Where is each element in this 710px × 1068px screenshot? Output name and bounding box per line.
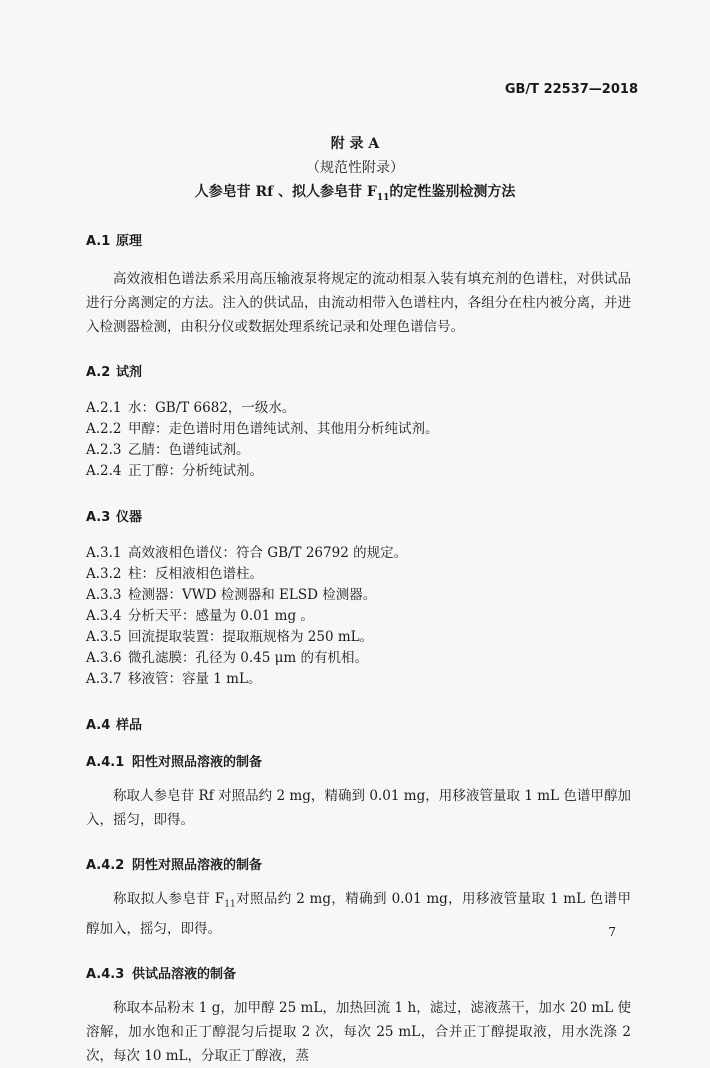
appendix-type: （规范性附录） bbox=[306, 160, 404, 176]
subsection-heading-a42 bbox=[86, 854, 631, 873]
item-number: A.3.6 bbox=[86, 650, 122, 666]
page-number: 7 bbox=[608, 925, 616, 939]
standard-number: GB/T 22537—2018 bbox=[504, 82, 638, 97]
subsection-number: A.4.1 bbox=[86, 755, 125, 770]
paragraph-subscript: 11 bbox=[224, 899, 236, 910]
item-text: 正丁醇：分析纯试剂。 bbox=[128, 463, 263, 479]
section-heading-a2 bbox=[86, 361, 631, 380]
paragraph bbox=[86, 887, 631, 941]
appendix-title bbox=[0, 180, 710, 210]
section-heading-a4 bbox=[86, 714, 631, 733]
paragraph: 称取本品粉末 1 g，加甲醇 25 mL，加热回流 1 h，滤过，滤液蒸干，加水 20 mL 使溶解，加水饱和正丁醇混匀后提取 2 次，每次 25 mL，合并正丁醇提取液，用水洗涤 2 次，每次 10 mL，分取正丁醇液，蒸 bbox=[86, 999, 631, 1064]
paragraph: 称取人参皂苷 Rf 对照品约 2 mg，精确到 0.01 mg，用移液管量取 1 mL 色谱甲醇加入，摇匀，即得。 bbox=[86, 788, 631, 828]
section-heading-a3 bbox=[86, 506, 631, 525]
item-number: A.2.1 bbox=[86, 400, 122, 416]
section-number: A.4 bbox=[86, 718, 111, 733]
list-item bbox=[86, 669, 631, 690]
item-text: 高效液相色谱仪：符合 GB/T 26792 的规定。 bbox=[128, 545, 408, 561]
appendix-title-block bbox=[0, 132, 710, 210]
document-body bbox=[86, 230, 631, 1068]
subsection-number: A.4.2 bbox=[86, 858, 125, 873]
item-number: A.3.7 bbox=[86, 671, 122, 687]
list-item bbox=[86, 648, 631, 669]
item-number: A.3.1 bbox=[86, 545, 122, 561]
paragraph-part: 称取拟人参皂苷 F bbox=[113, 891, 225, 907]
item-text: 微孔滤膜：孔径为 0.45 μm 的有机相。 bbox=[128, 650, 369, 666]
section-heading-a1 bbox=[86, 230, 631, 249]
title-subscript: 11 bbox=[376, 192, 390, 203]
item-number: A.2.4 bbox=[86, 463, 122, 479]
item-number: A.3.3 bbox=[86, 587, 122, 603]
section-number: A.1 bbox=[86, 234, 111, 249]
section-title: 试剂 bbox=[116, 365, 143, 380]
list-item bbox=[86, 627, 631, 648]
instrument-list bbox=[86, 543, 631, 690]
list-item bbox=[86, 419, 631, 440]
list-item bbox=[86, 606, 631, 627]
paragraph-part: 对照品约 2 mg，精确到 0.01 mg，用移液管量取 1 mL 色谱甲醇加入，摇匀，即得。 bbox=[86, 891, 631, 937]
subsection-title: 阳性对照品溶液的制备 bbox=[132, 755, 263, 770]
appendix-label: 附 录 A bbox=[330, 136, 380, 152]
section-title: 原理 bbox=[116, 234, 143, 249]
item-text: 回流提取装置：提取瓶规格为 250 mL。 bbox=[128, 629, 374, 645]
subsection-number: A.4.3 bbox=[86, 966, 125, 982]
list-item bbox=[86, 398, 631, 419]
section-title: 样品 bbox=[116, 718, 143, 733]
item-text: 检测器：VWD 检测器和 ELSD 检测器。 bbox=[128, 587, 377, 603]
section-title: 仪器 bbox=[116, 510, 143, 525]
section-number: A.3 bbox=[86, 510, 111, 525]
item-number: A.2.2 bbox=[86, 421, 122, 437]
item-number: A.3.2 bbox=[86, 566, 122, 582]
item-text: 甲醇：走色谱时用色谱纯试剂、其他用分析纯试剂。 bbox=[128, 421, 439, 437]
list-item bbox=[86, 543, 631, 564]
paragraph: 高效液相色谱法系采用高压输液泵将规定的流动相泵入装有填充剂的色谱柱，对供试品进行分离测定的方法。注入的供试品，由流动相带入色谱柱内，各组分在柱内被分离，并进入检测器检测，由积分仪或数据处理系统记录和处理色谱信号。 bbox=[86, 271, 631, 335]
item-number: A.3.4 bbox=[86, 608, 122, 624]
item-text: 移液管：容量 1 mL。 bbox=[128, 671, 262, 687]
list-item bbox=[86, 585, 631, 606]
item-number: A.2.3 bbox=[86, 442, 122, 458]
list-item bbox=[86, 461, 631, 482]
subsection-heading-a43 bbox=[86, 963, 631, 982]
list-item bbox=[86, 440, 631, 461]
item-text: 分析天平：感量为 0.01 mg 。 bbox=[128, 608, 314, 624]
item-text: 柱：反相液相色谱柱。 bbox=[128, 566, 263, 582]
reagent-list bbox=[86, 398, 631, 482]
item-text: 水：GB/T 6682，一级水。 bbox=[128, 400, 296, 416]
item-text: 乙腈：色谱纯试剂。 bbox=[128, 442, 250, 458]
title-part: 人参皂苷 Rf 、拟人参皂苷 F bbox=[194, 184, 377, 200]
subsection-title: 阴性对照品溶液的制备 bbox=[132, 858, 263, 873]
title-part: 的定性鉴别检测方法 bbox=[389, 184, 516, 200]
subsection-title: 供试品溶液的制备 bbox=[132, 966, 237, 982]
list-item bbox=[86, 564, 631, 585]
subsection-heading-a41 bbox=[86, 751, 631, 770]
item-number: A.3.5 bbox=[86, 629, 122, 645]
section-number: A.2 bbox=[86, 365, 111, 380]
